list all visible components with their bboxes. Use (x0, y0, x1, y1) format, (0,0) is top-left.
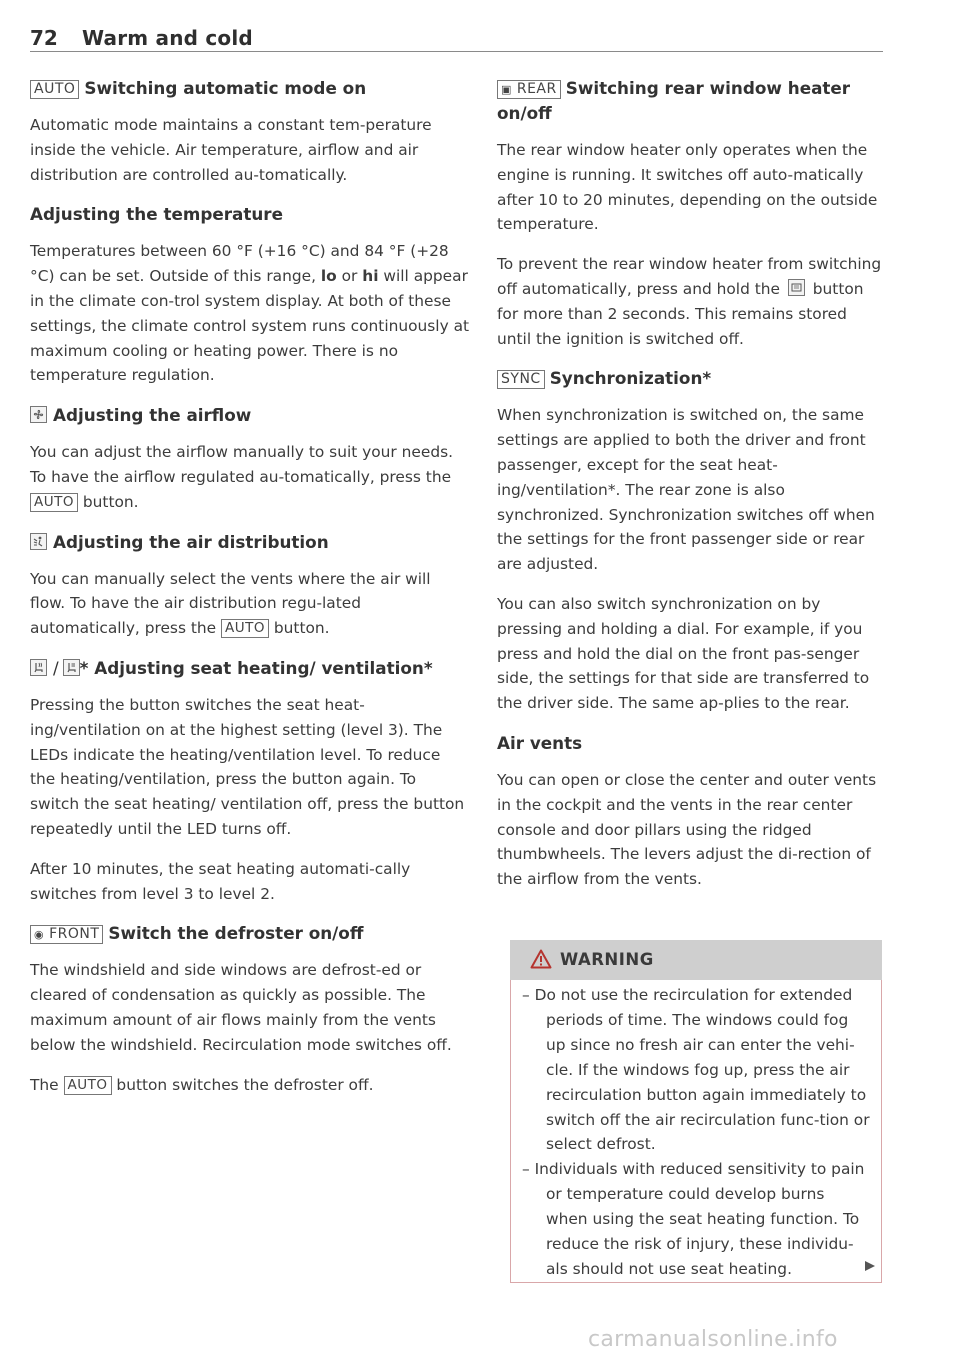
temperature-text (30, 239, 470, 388)
optional-star: * (79, 657, 89, 678)
warning-item: – Individuals with reduced sensitivity to pain or temperature could develop burns when using the seat heating function. To reduce the risk of injury, these individu-als should not use seat heating. (522, 1160, 865, 1278)
temperature-heading: Adjusting the temperature (30, 204, 283, 225)
defroster-heading (30, 921, 470, 946)
defroster-text-2-part1: The (30, 1075, 64, 1094)
sync-heading (497, 366, 882, 391)
defroster-text-2 (30, 1073, 470, 1098)
air-distribution-text (30, 567, 470, 641)
airflow-text-part2: button. (78, 492, 139, 511)
defroster-text: The windshield and side windows are defrost-ed or cleared of condensation as quickly as possible. The maximum amount of air flows mainly from the vents below the windshield. Recirculation mode switches off. (30, 961, 452, 1054)
seat-heating-heading (30, 656, 470, 681)
air-distribution-heading (30, 530, 470, 555)
header-divider (30, 51, 883, 52)
front-key-label (30, 925, 103, 944)
rear-heater-text-2-part2: button for more than 2 seconds. This remains stored until the ignition is switched off. (497, 279, 864, 348)
temperature-text-part1: Temperatures between 60 °F (+16 °C) and 84 °F (+28 °C) can be set. Outside of this range, (30, 242, 449, 286)
auto-key-inline: AUTO (64, 1076, 112, 1095)
page-number: 72 (30, 26, 58, 50)
warning-triangle-icon (530, 949, 552, 969)
left-column (30, 72, 470, 1112)
rear-heater-text: The rear window heater only operates when the engine is running. It switches off auto-matically after 10 to 20 minutes, depending on the outside temperature. (497, 141, 878, 234)
defrost-icon: ◉ (34, 928, 45, 942)
auto-mode-text: Automatic mode maintains a constant tem-perature inside the vehicle. Air temperature, airflow and air distribution are controlled au-tomatically. (30, 116, 432, 184)
fan-icon (30, 406, 47, 423)
rear-window-icon: ▣ (501, 83, 512, 96)
auto-mode-heading (30, 76, 470, 101)
seat-heating-icon (30, 659, 47, 676)
airflow-text (30, 440, 470, 514)
warning-header (510, 940, 882, 980)
defroster-title: Switch the defroster on/off (108, 923, 364, 944)
warning-item: – Do not use the recirculation for extended periods of time. The windows could fog up since no fresh air can enter the vehi-cle. If the windows fog up, press the air recirculation button again immediately to switch off the air recirculation func-tion or select defrost. (522, 986, 870, 1154)
lo-label: lo (320, 267, 337, 286)
seat-heating-text: Pressing the button switches the seat heat-ing/ventilation on at the highest setting (level 3). The LEDs indicate the heating/ventilation level. To reduce the heating/ventilation, press the button again. To switch the seat heating/ ventilation off, press the button repeatedly until the LED turns off. (30, 695, 465, 838)
air-distribution-text-part1: You can manually select the vents where the air will flow. To have the air distribution regu-lated automatically, press the (30, 569, 431, 638)
seat-heating-text-2: After 10 minutes, the seat heating automati-cally switches from level 3 to level 2. (30, 859, 411, 903)
rear-heater-text-2 (497, 252, 882, 351)
seat-heating-title: Adjusting seat heating/ ventilation* (94, 657, 433, 678)
rear-heater-text-2-part1: To prevent the rear window heater from switching off automatically, press and hold the (497, 255, 882, 298)
warning-label: WARNING (560, 950, 654, 969)
page-header (30, 26, 883, 52)
temperature-text-part2: will appear in the climate con-trol system display. At both of these settings, the climate control system runs continuously at maximum cooling or heating power. There is no temperature regulation. (30, 267, 470, 385)
sync-key-label: SYNC (497, 370, 545, 389)
rear-key-label (497, 80, 561, 99)
rear-key-text: REAR (516, 81, 557, 97)
or-text: or (336, 267, 363, 286)
rear-heater-heading (497, 76, 882, 126)
air-vents-text: You can open or close the center and outer vents in the cockpit and the vents in the rear center console and door pillars using the ridged thumbwheels. The levers adjust the di-rection of the airflow from the vents. (497, 770, 877, 889)
sync-title: Synchronization* (549, 368, 712, 389)
continue-arrow-icon (864, 1260, 876, 1272)
front-key-text: FRONT (49, 926, 100, 943)
right-column (497, 72, 882, 907)
airflow-heading (30, 403, 470, 428)
sync-text-2: You can also switch synchronization on by pressing and holding a dial. For example, if you press and hold the dial on the front pas-senger side, the settings for that side are transferred to the driver side. The same ap-plies to the rear. (497, 594, 870, 713)
air-vents-heading: Air vents (497, 732, 583, 753)
airflow-title: Adjusting the airflow (53, 405, 252, 426)
auto-key-inline: AUTO (221, 619, 269, 638)
rear-heater-title: Switching rear window heater on/off (497, 78, 851, 123)
sync-text: When synchronization is switched on, the same settings are applied to both the driver and front passenger, except for the seat heat-ing/ventilation*. The rear zone is also synchronized. Synchronization switches off when the settings for the front passenger side or rear are adjusted. (497, 406, 875, 574)
page-title: Warm and cold (82, 26, 253, 50)
air-distribution-text-part2: button. (269, 619, 330, 638)
hi-label: hi (362, 267, 379, 286)
auto-key-label: AUTO (30, 80, 79, 99)
air-distribution-title: Adjusting the air distribution (53, 531, 329, 552)
slash-separator: / (53, 657, 59, 678)
defroster-text-2-part2: button switches the defroster off. (111, 1075, 374, 1094)
auto-key-inline: AUTO (30, 493, 78, 512)
watermark: carmanualsonline.info (588, 1327, 838, 1352)
airflow-text-part1: You can adjust the airflow manually to suit your needs. To have the airflow regulated au-tomatically, press the (30, 443, 454, 486)
warning-list (522, 983, 870, 1282)
air-distribution-icon (30, 533, 47, 550)
auto-mode-title: Switching automatic mode on (84, 78, 367, 98)
rear-window-heater-icon (788, 279, 805, 296)
seat-ventilation-icon (63, 659, 80, 676)
